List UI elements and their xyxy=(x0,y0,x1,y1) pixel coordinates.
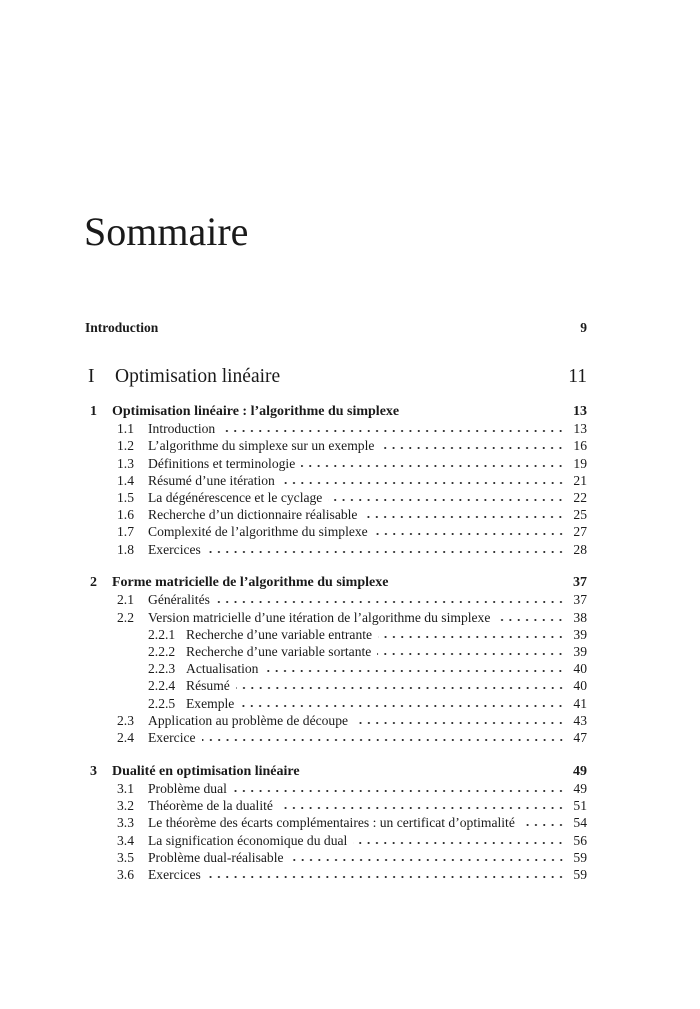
dot-leader xyxy=(233,789,565,793)
toc-page-number: 38 xyxy=(573,609,587,625)
page-title: Sommaire xyxy=(84,209,249,254)
toc-page-number: 11 xyxy=(568,366,587,387)
toc-entry-number: 3.6 xyxy=(117,866,134,882)
toc-page-number: 16 xyxy=(573,438,587,454)
dot-leader xyxy=(380,446,565,450)
toc-page-number: 39 xyxy=(573,626,587,642)
toc-page-number: 59 xyxy=(573,866,587,882)
toc-entry-label: Complexité de l’algorithme du simplexe xyxy=(148,524,368,540)
dot-leader xyxy=(202,738,565,742)
dot-leader xyxy=(353,841,565,845)
toc-entry-number: 1.4 xyxy=(117,472,134,488)
toc-entry-number: 3.2 xyxy=(117,798,134,814)
toc-page-number: 13 xyxy=(573,404,587,419)
toc-entry-number: 2.1 xyxy=(117,592,134,608)
toc-entry-number: 1.8 xyxy=(117,541,134,557)
toc-chapter-entry[interactable] xyxy=(85,574,587,591)
toc-chapter-entry[interactable] xyxy=(85,403,587,420)
dot-leader xyxy=(290,858,565,862)
dot-leader xyxy=(496,618,565,622)
toc-page-number: 22 xyxy=(573,489,587,505)
toc-section-entry[interactable] xyxy=(85,729,587,746)
toc-page-number: 21 xyxy=(573,472,587,488)
toc-page-number: 49 xyxy=(573,780,587,796)
toc-entry-label: Théorème de la dualité xyxy=(148,798,273,814)
toc-chapter-entry[interactable] xyxy=(85,763,587,780)
dot-leader xyxy=(207,875,565,879)
dot-leader xyxy=(240,704,565,708)
toc-page-number: 37 xyxy=(573,575,587,591)
toc-entry-label: La signification économique du dual xyxy=(148,832,348,848)
toc-entry-label: Introduction xyxy=(85,320,159,335)
toc-section-entry[interactable] xyxy=(85,660,587,677)
toc-entry-number: 1.1 xyxy=(117,421,134,437)
dot-leader xyxy=(354,721,565,725)
toc-entry-label: Introduction xyxy=(148,421,216,437)
toc-page-number: 9 xyxy=(580,320,587,335)
toc-entry-label: Optimisation linéaire : l’algorithme du simplexe xyxy=(112,404,400,419)
toc-entry-number: 2.2.2 xyxy=(148,644,176,660)
toc-page-number: 59 xyxy=(573,849,587,865)
toc-section-entry[interactable] xyxy=(85,677,587,694)
toc-entry-number: 1.3 xyxy=(117,455,134,471)
toc-entry-number: 1.5 xyxy=(117,489,134,505)
toc-page-number: 19 xyxy=(573,455,587,471)
toc-section-entry[interactable] xyxy=(85,591,587,608)
toc-entry-number: 3.3 xyxy=(117,815,134,831)
dot-leader xyxy=(374,532,565,536)
toc-entry-number: 2.2.4 xyxy=(148,678,176,694)
toc-entry-label: Le théorème des écarts complémentaires : un certificat d’optimalité xyxy=(148,815,515,831)
toc-entry-number: 1.7 xyxy=(117,524,134,540)
dot-leader xyxy=(521,823,565,827)
dot-leader xyxy=(363,515,565,519)
toc-entry-label: Généralités xyxy=(148,592,210,608)
dot-leader xyxy=(394,582,565,586)
dot-leader xyxy=(328,498,565,502)
toc-section-entry[interactable] xyxy=(85,712,587,729)
toc-page-number: 56 xyxy=(573,832,587,848)
toc-entry-number: 2 xyxy=(90,575,97,591)
toc-entry-label: Recherche d’une variable sortante xyxy=(186,644,372,660)
toc-page-number: 49 xyxy=(573,763,587,779)
toc-section-entry[interactable] xyxy=(85,797,587,814)
toc-entry-number: 1.2 xyxy=(117,438,134,454)
toc-entry-number: 2.3 xyxy=(117,712,134,728)
toc-entry-number: 3.1 xyxy=(117,780,134,796)
toc-page-number: 40 xyxy=(573,661,587,677)
toc-entry-label: Recherche d’un dictionnaire réalisable xyxy=(148,507,358,523)
toc-section-entry[interactable] xyxy=(85,695,587,712)
toc-section-entry[interactable] xyxy=(85,455,587,472)
toc-entry-label: Actualisation xyxy=(186,661,259,677)
toc-section-entry[interactable] xyxy=(85,420,587,437)
toc-entry-number: 2.2.5 xyxy=(148,695,176,711)
toc-entry-number: 2.2.3 xyxy=(148,661,176,677)
toc-entry-number: 2.2 xyxy=(117,609,134,625)
toc-page-number: 43 xyxy=(573,712,587,728)
toc-part-number: I xyxy=(88,366,95,387)
toc-section-entry[interactable] xyxy=(85,780,587,797)
toc-section-entry[interactable] xyxy=(85,643,587,660)
toc-page-number: 47 xyxy=(573,729,587,745)
toc-section-entry[interactable] xyxy=(85,626,587,643)
toc-entry-label: Exemple xyxy=(186,695,235,711)
toc-entry-label: Dualité en optimisation linéaire xyxy=(112,763,300,779)
dot-leader xyxy=(264,669,565,673)
toc-section-entry[interactable] xyxy=(85,832,587,849)
dot-leader xyxy=(207,550,565,554)
dot-leader xyxy=(281,481,565,485)
toc-entry-number: 3.5 xyxy=(117,849,134,865)
toc-entry-label: Exercices xyxy=(148,866,201,882)
toc-entry-label: Problème dual-réalisable xyxy=(148,849,284,865)
toc-section-entry[interactable] xyxy=(85,609,587,626)
dot-leader xyxy=(236,686,565,690)
dot-leader xyxy=(378,635,565,639)
toc-entry-number: 3.4 xyxy=(117,832,134,848)
toc-section-entry[interactable] xyxy=(85,814,587,831)
toc-page-number: 54 xyxy=(573,815,587,831)
table-of-contents xyxy=(85,403,587,883)
dot-leader xyxy=(377,652,565,656)
toc-page-number: 41 xyxy=(573,695,587,711)
toc-entry-label: Exercices xyxy=(148,541,201,557)
toc-entry-label: Version matricielle d’une itération de l’algorithme du simplexe xyxy=(148,609,491,625)
toc-entry-label: Résumé xyxy=(186,678,230,694)
toc-page-number: 13 xyxy=(573,421,587,437)
toc-page-number: 51 xyxy=(573,798,587,814)
toc-section-entry[interactable] xyxy=(85,523,587,540)
toc-entry-label: Résumé d’une itération xyxy=(148,472,275,488)
toc-entry-label: Application au problème de découpe xyxy=(148,712,349,728)
dot-leader xyxy=(216,600,565,604)
toc-page-number: 25 xyxy=(573,507,587,523)
toc-entry-introduction[interactable] xyxy=(85,320,587,336)
toc-entry-number: 2.4 xyxy=(117,729,134,745)
toc-entry-label: Définitions et terminologie xyxy=(148,455,296,471)
toc-entry-number: 1 xyxy=(90,404,97,419)
toc-section-entry[interactable] xyxy=(85,437,587,454)
dot-leader xyxy=(405,411,565,415)
toc-page-number: 28 xyxy=(573,541,587,557)
toc-entry-label: L’algorithme du simplexe sur un exemple xyxy=(148,438,375,454)
dot-leader xyxy=(306,771,565,775)
toc-part-label: Optimisation linéaire xyxy=(115,366,281,387)
toc-entry-label: Recherche d’une variable entrante xyxy=(186,626,373,642)
toc-entry-label: Problème dual xyxy=(148,780,227,796)
toc-section-entry[interactable] xyxy=(85,866,587,883)
toc-entry-number: 2.2.1 xyxy=(148,626,176,642)
toc-section-entry[interactable] xyxy=(85,541,587,558)
toc-entry-label: La dégénérescence et le cyclage xyxy=(148,489,323,505)
toc-entry-label: Forme matricielle de l’algorithme du simplexe xyxy=(112,575,389,591)
dot-leader xyxy=(301,464,565,468)
toc-section-entry[interactable] xyxy=(85,849,587,866)
toc-page-number: 37 xyxy=(573,592,587,608)
toc-page-number: 27 xyxy=(573,524,587,540)
toc-entry-number: 3 xyxy=(90,763,97,779)
dot-leader xyxy=(279,806,565,810)
toc-page-number: 40 xyxy=(573,678,587,694)
toc-entry-number: 1.6 xyxy=(117,507,134,523)
toc-section-entry[interactable] xyxy=(85,472,587,489)
toc-section-entry[interactable] xyxy=(85,506,587,523)
dot-leader xyxy=(221,429,565,433)
toc-entry-label: Exercice xyxy=(148,729,196,745)
toc-part-heading[interactable] xyxy=(85,366,587,388)
toc-page-number: 39 xyxy=(573,644,587,660)
toc-section-entry[interactable] xyxy=(85,489,587,506)
